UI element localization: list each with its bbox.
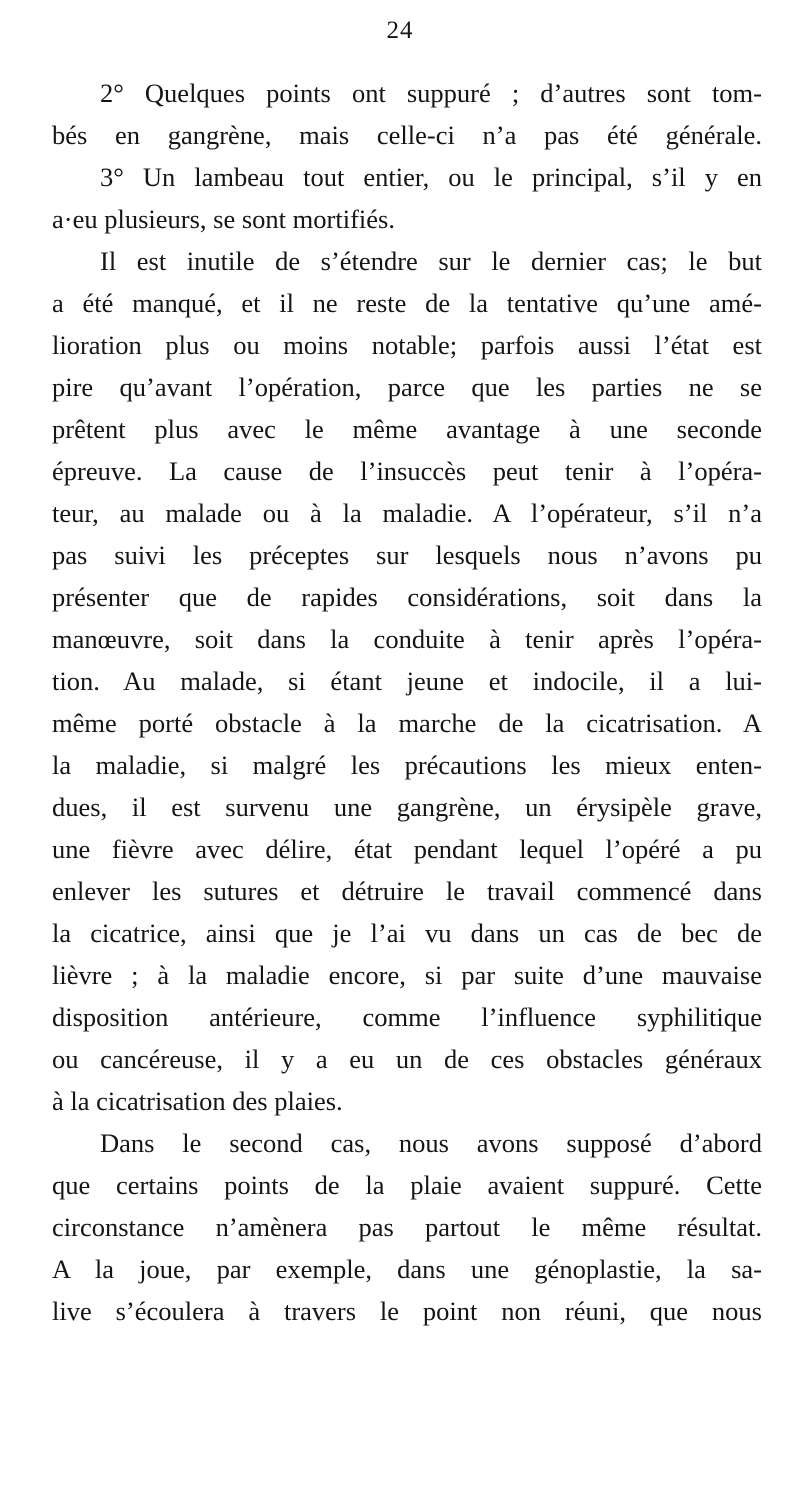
text-line: une fièvre avec délire, état pendant lequel l’opéré a pu (52, 834, 762, 864)
page-number: 24 (386, 17, 414, 44)
text-line: teur, au malade ou à la maladie. A l’opérateur, s’il n’a (52, 498, 762, 528)
text-line: tion. Au malade, si étant jeune et indocile, il a lui- (52, 666, 762, 696)
text-line: Dans le second cas, nous avons supposé d’abord (100, 1128, 762, 1158)
text-line: A la joue, par exemple, dans une génoplastie, la sa- (52, 1254, 762, 1284)
text-line: Il est inutile de s’étendre sur le dernier cas; le but (100, 246, 762, 276)
text-line: épreuve. La cause de l’insuccès peut tenir à l’opéra- (52, 456, 762, 486)
text-line: 2° Quelques points ont suppuré ; d’autres sont tom- (100, 78, 762, 108)
text-line: dues, il est survenu une gangrène, un érysipèle grave, (52, 792, 762, 822)
text-line: pire qu’avant l’opération, parce que les parties ne se (52, 372, 762, 402)
text-line: ou cancéreuse, il y a eu un de ces obstacles généraux (52, 1044, 762, 1074)
text-line: présenter que de rapides considérations, soit dans la (52, 582, 762, 612)
text-line: à la cicatrisation des plaies. (52, 1086, 343, 1116)
text-line: live s’écoulera à travers le point non réuni, que nous (52, 1296, 762, 1326)
text-line: a été manqué, et il ne reste de la tentative qu’une amé- (52, 288, 762, 318)
text-line: a·eu plusieurs, se sont mortifiés. (52, 204, 395, 234)
text-line: manœuvre, soit dans la conduite à tenir après l’opéra- (52, 624, 762, 654)
text-line: prêtent plus avec le même avantage à une seconde (52, 414, 762, 444)
text-line: circonstance n’amènera pas partout le même résultat. (52, 1212, 762, 1242)
text-line: disposition antérieure, comme l’influence syphilitique (52, 1002, 762, 1032)
text-line: que certains points de la plaie avaient suppuré. Cette (52, 1170, 762, 1200)
text-line: pas suivi les préceptes sur lesquels nous n’avons pu (52, 540, 762, 570)
text-line: lioration plus ou moins notable; parfois aussi l’état est (52, 330, 762, 360)
text-line: bés en gangrène, mais celle-ci n’a pas été générale. (52, 120, 762, 150)
text-line: 3° Un lambeau tout entier, ou le principal, s’il y en (100, 162, 762, 192)
text-line: enlever les sutures et détruire le travail commencé dans (52, 876, 762, 906)
text-line: la maladie, si malgré les précautions les mieux enten- (52, 750, 762, 780)
text-line: même porté obstacle à la marche de la cicatrisation. A (52, 708, 762, 738)
text-line: la cicatrice, ainsi que je l’ai vu dans un cas de bec de (52, 918, 762, 948)
text-line: lièvre ; à la maladie encore, si par suite d’une mauvaise (52, 960, 762, 990)
